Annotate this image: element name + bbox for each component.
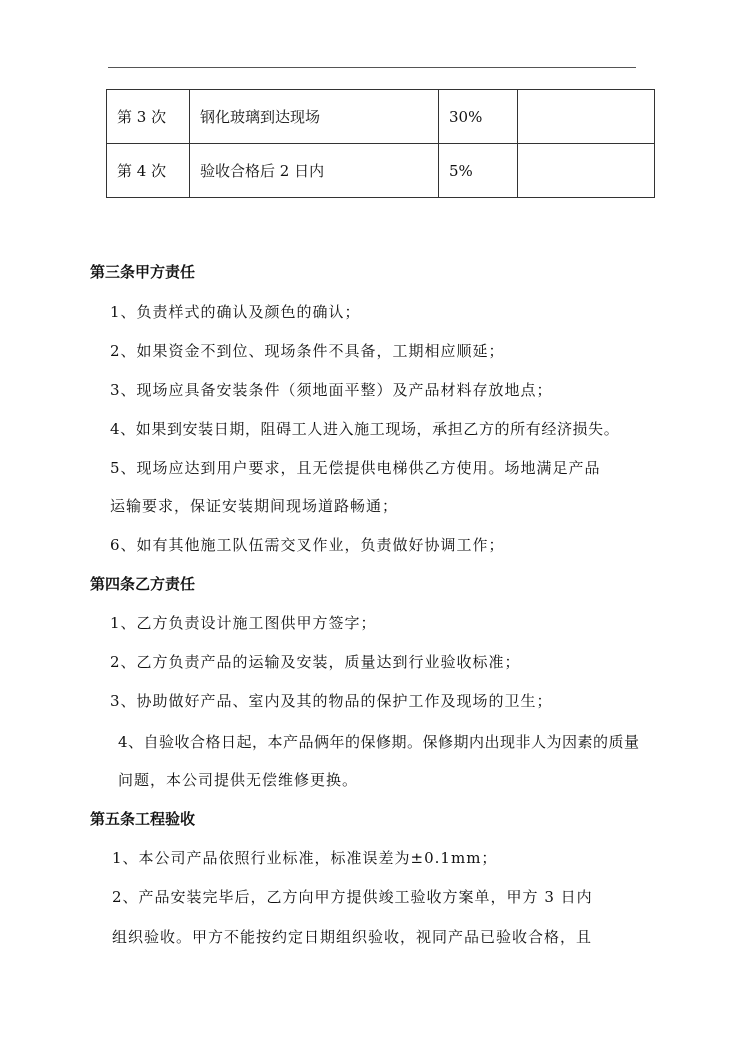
percent-cell: 30% — [439, 90, 518, 144]
clause-line: 组织验收。甲方不能按约定日期组织验收，视同产品已验收合格，且 — [112, 928, 593, 946]
header-rule — [108, 67, 636, 68]
table-row — [107, 144, 655, 198]
clause-line: 2、产品安装完毕后，乙方向甲方提供竣工验收方案单，甲方 3 日内 — [112, 888, 593, 906]
clause-line: 运输要求，保证安装期间现场道路畅通； — [110, 497, 399, 515]
clause-line: 4、如果到安装日期，阻碍工人进入施工现场，承担乙方的所有经济损失。 — [110, 420, 620, 438]
table-row — [107, 90, 655, 144]
clause-line: 2、如果资金不到位、现场条件不具备，工期相应顺延； — [110, 342, 505, 360]
section-heading: 第四条乙方责任 — [90, 575, 196, 593]
section-heading: 第三条甲方责任 — [90, 263, 196, 281]
description-cell: 钢化玻璃到达现场 — [190, 90, 439, 144]
clause-line: 2、乙方负责产品的运输及安装，质量达到行业验收标准； — [110, 653, 521, 671]
clause-line: 1、本公司产品依照行业标准，标准误差为±0.1mm； — [112, 849, 498, 867]
clause-line: 问题，本公司提供无偿维修更换。 — [118, 771, 359, 789]
description-cell: 验收合格后 2 日内 — [190, 144, 439, 198]
note-cell — [518, 90, 655, 144]
clause-line: 1、乙方负责设计施工图供甲方签字； — [110, 614, 377, 632]
stage-cell: 第 3 次 — [107, 90, 190, 144]
clause-line: 4、自验收合格日起，本产品俩年的保修期。保修期内出现非人为因素的质量 — [118, 733, 640, 751]
percent-cell: 5% — [439, 144, 518, 198]
clause-line: 6、如有其他施工队伍需交叉作业，负责做好协调工作； — [110, 536, 505, 554]
note-cell — [518, 144, 655, 198]
clause-line: 1、负责样式的确认及颜色的确认； — [110, 303, 361, 321]
clause-line: 3、现场应具备安装条件（须地面平整）及产品材料存放地点； — [110, 381, 553, 399]
payment-table — [106, 89, 655, 198]
stage-cell: 第 4 次 — [107, 144, 190, 198]
section-heading: 第五条工程验收 — [90, 810, 196, 828]
clause-line: 5、现场应达到用户要求，且无偿提供电梯供乙方使用。场地满足产品 — [110, 459, 601, 477]
clause-line: 3、协助做好产品、室内及其的物品的保护工作及现场的卫生； — [110, 692, 553, 710]
